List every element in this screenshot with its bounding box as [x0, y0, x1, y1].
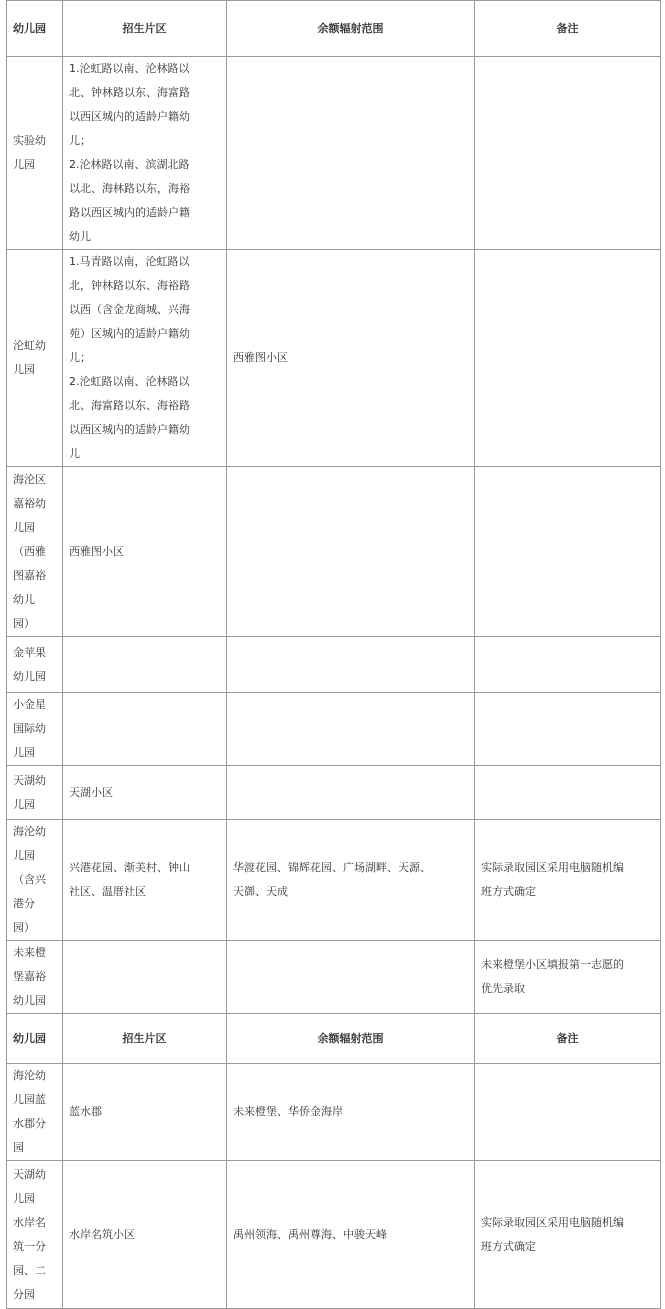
kindergarten-name-line: 海沦幼 — [13, 1069, 46, 1082]
kindergarten-name — [7, 766, 63, 820]
enrollment-area — [63, 250, 227, 467]
kindergarten-name-line: 港分 — [13, 897, 35, 910]
kindergarten-name-line: 园、二 — [13, 1263, 46, 1277]
enrollment-area-line: 以西区城内的适龄户籍幼 — [69, 423, 190, 436]
kindergarten-name — [7, 57, 63, 250]
kindergarten-name — [7, 1161, 63, 1309]
radiation-range — [227, 1064, 475, 1161]
enrollment-area — [63, 941, 227, 1014]
enrollment-area-line: 水岸名筑小区 — [69, 1227, 135, 1241]
radiation-range-line: 禹州领海、禹州尊海、中骏天峰 — [233, 1227, 387, 1241]
kindergarten-name-line: 堡嘉裕 — [13, 970, 46, 983]
remarks — [475, 1161, 661, 1309]
enrollment-area — [63, 637, 227, 693]
remarks — [475, 766, 661, 820]
enrollment-area-line: 2.沦虹路以南、沦林路以 — [69, 375, 190, 388]
enrollment-area-line: 北，钟林路以东、海裕路 — [69, 279, 190, 292]
remarks — [475, 693, 661, 766]
table-row — [7, 637, 661, 693]
enrollment-area-line: 西雅图小区 — [69, 544, 124, 558]
kindergarten-name-line: 沦虹幼 — [13, 339, 46, 352]
remarks — [475, 467, 661, 637]
kindergarten-name-line: 水郡分 — [13, 1117, 46, 1130]
kindergarten-name — [7, 1064, 63, 1161]
enrollment-area — [63, 1161, 227, 1309]
enrollment-area-line: 社区、温厝社区 — [69, 885, 146, 898]
kindergarten-name-line: 嘉裕幼 — [13, 496, 46, 510]
enrollment-area-line: 以北、海林路以东，海裕 — [69, 182, 190, 195]
radiation-range-line: 天御、天成 — [233, 885, 288, 898]
radiation-range — [227, 941, 475, 1014]
radiation-range — [227, 693, 475, 766]
table-header-row — [7, 1, 661, 57]
kindergarten-name-line: 儿园蓝 — [13, 1093, 46, 1106]
enrollment-area-line: 天湖小区 — [69, 785, 113, 799]
kindergarten-name-line: 筑一分 — [13, 1239, 46, 1253]
enrollment-area-line: 兴港花园、渐美村、钟山 — [69, 861, 190, 874]
header-radiation-range: 余额辐射范围 — [227, 1014, 475, 1064]
enrollment-area — [63, 467, 227, 637]
remarks — [475, 941, 661, 1014]
enrollment-area-line: 儿 — [69, 447, 80, 460]
kindergarten-name-line: 金苹果 — [13, 645, 46, 659]
kindergarten-name-line: 分园 — [13, 1287, 35, 1301]
kindergarten-name-line: 园） — [13, 616, 35, 630]
kindergarten-name-line: 儿园 — [13, 797, 35, 811]
kindergarten-name — [7, 693, 63, 766]
kindergarten-name — [7, 637, 63, 693]
remarks — [475, 57, 661, 250]
enrollment-area-line: 苑）区城内的适龄户籍幼 — [69, 327, 190, 340]
kindergarten-name-line: 图嘉裕 — [13, 568, 46, 582]
remarks — [475, 1064, 661, 1161]
header-kindergarten: 幼儿园 — [7, 1, 63, 57]
remarks — [475, 820, 661, 941]
radiation-range — [227, 250, 475, 467]
enrollment-area — [63, 820, 227, 941]
radiation-range-line: 西雅图小区 — [233, 351, 288, 364]
enrollment-area-line: 北、钟林路以东、海富路 — [69, 86, 190, 99]
table-header-row — [7, 1014, 661, 1064]
enrollment-area-line: 1.沦虹路以南、沦林路以 — [69, 62, 190, 75]
table-row — [7, 57, 661, 250]
enrollment-area-line: 儿； — [69, 134, 91, 147]
header-remarks: 备注 — [475, 1, 661, 57]
enrollment-area — [63, 1064, 227, 1161]
kindergarten-name-line: 幼儿园 — [13, 994, 46, 1007]
radiation-range — [227, 467, 475, 637]
kindergarten-name-line: 小金星 — [13, 698, 46, 711]
table-row — [7, 250, 661, 467]
enrollment-area-line: 以西区城内的适龄户籍幼 — [69, 110, 190, 123]
enrollment-area-line: 儿； — [69, 351, 91, 364]
radiation-range — [227, 766, 475, 820]
radiation-range-line: 未来橙堡、华侨金海岸 — [233, 1105, 343, 1118]
enrollment-area-line: 蓝水郡 — [69, 1105, 102, 1118]
kindergarten-name-line: 幼儿 — [13, 592, 35, 606]
header-remarks: 备注 — [475, 1014, 661, 1064]
remarks-line: 优先录取 — [481, 982, 525, 995]
kindergarten-name-line: 国际幼 — [13, 722, 46, 735]
radiation-range — [227, 637, 475, 693]
kindergarten-name-line: 园 — [13, 1141, 24, 1154]
header-kindergarten: 幼儿园 — [7, 1014, 63, 1064]
kindergarten-name — [7, 820, 63, 941]
remarks-line: 班方式确定 — [481, 1239, 536, 1253]
kindergarten-name-line: 儿园 — [13, 520, 35, 534]
radiation-range-line: 华渡花园、锦辉花园、广场湖畔、天源、 — [233, 861, 431, 874]
kindergarten-name-line: 儿园 — [13, 1191, 35, 1205]
kindergarten-name-line: 天湖幼 — [13, 1167, 46, 1181]
kindergarten-name — [7, 941, 63, 1014]
radiation-range — [227, 1161, 475, 1309]
kindergarten-name-line: 儿园 — [13, 158, 35, 171]
remarks-line: 实际录取园区采用电脑随机编 — [481, 1215, 624, 1229]
table-row — [7, 467, 661, 637]
admission-table — [6, 0, 661, 1309]
header-enrollment-area: 招生片区 — [63, 1014, 227, 1064]
header-enrollment-area: 招生片区 — [63, 1, 227, 57]
remarks-line: 未来橙堡小区填报第一志愿的 — [481, 958, 624, 971]
kindergarten-name-line: 儿园 — [13, 849, 35, 862]
kindergarten-name-line: 儿园 — [13, 746, 35, 759]
kindergarten-name-line: （西雅 — [13, 544, 46, 558]
kindergarten-name-line: 幼儿园 — [13, 669, 46, 683]
kindergarten-name-line: （含兴 — [13, 873, 46, 886]
enrollment-area-line: 路以西区城内的适龄户籍 — [69, 206, 190, 219]
table-row — [7, 1064, 661, 1161]
remarks-line: 实际录取园区采用电脑随机编 — [481, 861, 624, 874]
remarks — [475, 637, 661, 693]
header-radiation-range: 余额辐射范围 — [227, 1, 475, 57]
kindergarten-name-line: 实验幼 — [13, 134, 46, 147]
enrollment-area-line: 2.沦林路以南、滨湖北路 — [69, 158, 190, 171]
enrollment-area — [63, 57, 227, 250]
remarks — [475, 250, 661, 467]
table-row — [7, 766, 661, 820]
kindergarten-name-line: 海沦幼 — [13, 825, 46, 838]
enrollment-area — [63, 766, 227, 820]
enrollment-area-line: 1.马青路以南，沦虹路以 — [69, 255, 190, 268]
enrollment-area — [63, 693, 227, 766]
kindergarten-name-line: 天湖幼 — [13, 773, 46, 787]
kindergarten-name-line: 水岸名 — [13, 1215, 46, 1229]
kindergarten-name-line: 海沦区 — [13, 472, 46, 486]
table-row — [7, 1161, 661, 1309]
enrollment-area-line: 幼儿 — [69, 230, 91, 243]
radiation-range — [227, 57, 475, 250]
kindergarten-name-line: 未来橙 — [13, 946, 46, 959]
radiation-range — [227, 820, 475, 941]
enrollment-area-line: 以西（含金龙商城、兴海 — [69, 303, 190, 316]
table-row — [7, 941, 661, 1014]
enrollment-area-line: 北、海富路以东、海裕路 — [69, 399, 190, 412]
table-row — [7, 693, 661, 766]
kindergarten-name — [7, 467, 63, 637]
table-row — [7, 820, 661, 941]
remarks-line: 班方式确定 — [481, 885, 536, 898]
kindergarten-name — [7, 250, 63, 467]
kindergarten-name-line: 园） — [13, 921, 35, 934]
kindergarten-name-line: 儿园 — [13, 363, 35, 376]
